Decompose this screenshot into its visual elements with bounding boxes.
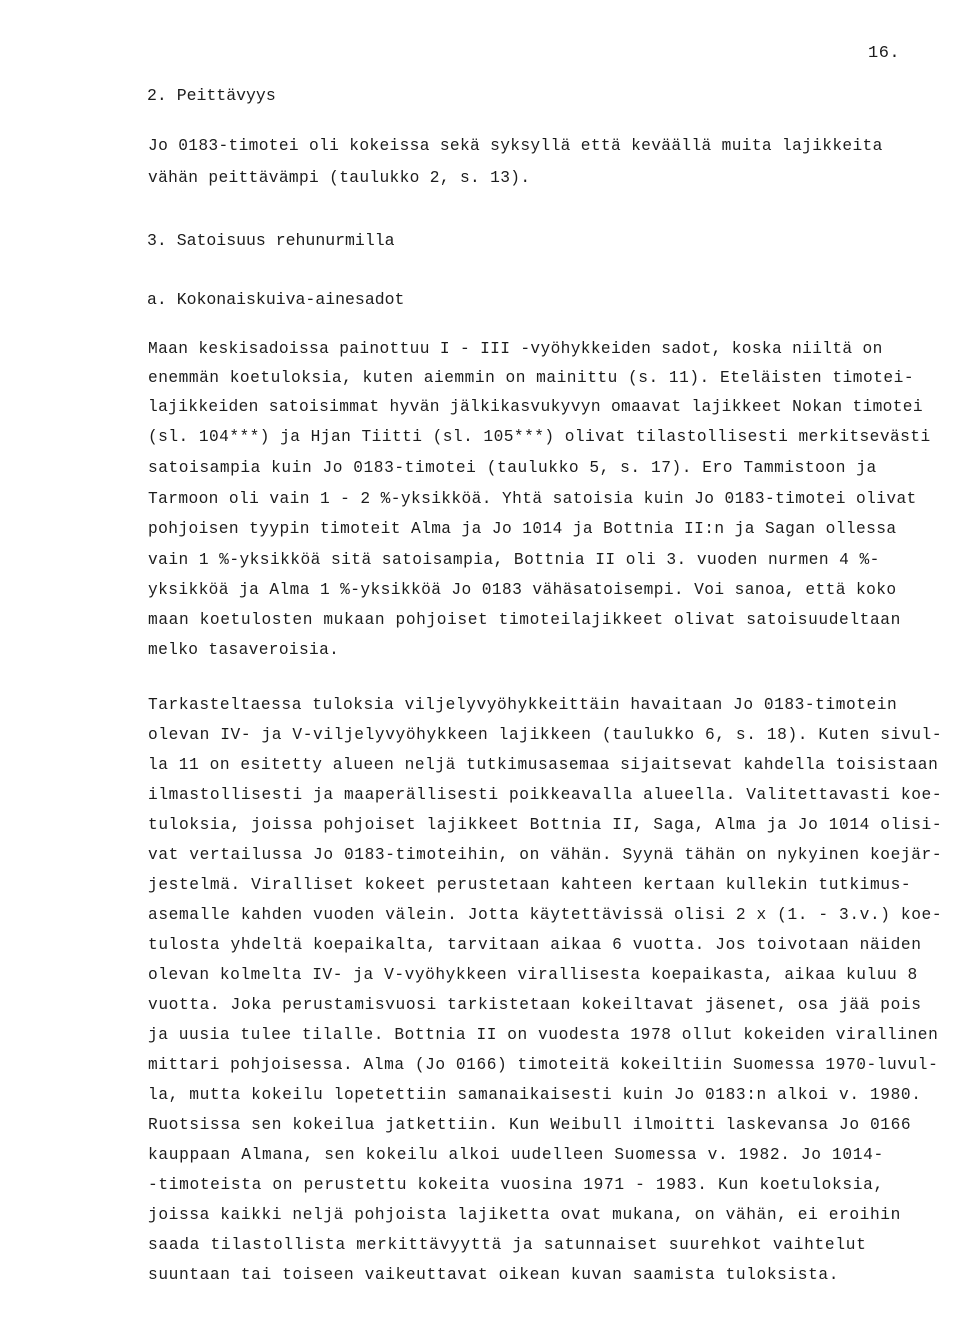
text-line: Ruotsissa sen kokeilua jatkettiin. Kun Weibull ilmoitti laskevansa Jo 0166 <box>148 1116 912 1134</box>
text-line: (sl. 104***) ja Hjan Tiitti (sl. 105***) olivat tilastollisesti merkitsevästi <box>148 428 931 446</box>
text-line: tuloksia, joissa pohjoiset lajikkeet Bottnia II, Saga, Alma ja Jo 1014 olisi- <box>148 816 943 834</box>
text-line: mittari pohjoisessa. Alma (Jo 0166) timoteitä kokeiltiin Suomessa 1970-luvul- <box>148 1056 939 1074</box>
text-line: tulosta yhdeltä koepaikalta, tarvitaan aikaa 6 vuotta. Jos toivotaan näiden <box>148 936 922 954</box>
text-line: olevan kolmelta IV- ja V-vyöhykkeen virallisesta koepaikasta, aikaa kuluu 8 <box>148 966 918 984</box>
text-line: -timoteista on perustettu kokeita vuosina 1971 - 1983. Kun koetuloksia, <box>148 1176 884 1194</box>
text-line: la 11 on esitetty alueen neljä tutkimusasemaa sijaitsevat kahdella toisistaan <box>148 756 939 774</box>
text-line: jestelmä. Viralliset kokeet perustetaan kahteen kertaan kullekin tutkimus- <box>148 876 912 894</box>
text-line: joissa kaikki neljä pohjoista lajiketta ovat mukana, on vähän, ei eroihin <box>148 1206 901 1224</box>
text-line: asemalle kahden vuoden välein. Jotta käytettävissä olisi 2 x (1. - 3.v.) koe- <box>148 906 943 924</box>
text-line: ilmastollisesti ja maaperällisesti poikkeavalla alueella. Valitettavasti koe- <box>148 786 943 804</box>
section-3a-subheading: a. Kokonaiskuiva-ainesadot <box>147 290 405 309</box>
page-number: 16. <box>868 44 901 63</box>
text-line: vähän peittävämpi (taulukko 2, s. 13). <box>148 169 531 187</box>
text-line: enemmän koetuloksia, kuten aiemmin on mainittu (s. 11). Eteläisten timotei- <box>148 369 915 387</box>
text-line: maan koetulosten mukaan pohjoiset timoteilajikkeet olivat satoisuudeltaan <box>148 611 901 629</box>
text-line: saada tilastollista merkittävyyttä ja satunnaiset suurehkot vaihtelut <box>148 1236 867 1254</box>
text-line: vat vertailussa Jo 0183-timoteihin, on vähän. Syynä tähän on nykyinen koejär- <box>148 846 943 864</box>
text-line: yksikköä ja Alma 1 %-yksikköä Jo 0183 vähäsatoisempi. Voi sanoa, että koko <box>148 581 897 599</box>
text-line: ja uusia tulee tilalle. Bottnia II on vuodesta 1978 ollut kokeiden virallinen <box>148 1026 939 1044</box>
text-line: satoisampia kuin Jo 0183-timotei (taulukko 5, s. 17). Ero Tammistoon ja <box>148 459 877 477</box>
text-line: Tarmoon oli vain 1 - 2 %-yksikköä. Yhtä satoisia kuin Jo 0183-timotei olivat <box>148 490 917 508</box>
text-line: vuotta. Joka perustamisvuosi tarkistetaan kokeiltavat jäsenet, osa jää pois <box>148 996 922 1014</box>
text-line: suuntaan tai toiseen vaikeuttavat oikean kuvan saamista tuloksista. <box>148 1266 840 1284</box>
text-line: Jo 0183-timotei oli kokeissa sekä syksyllä että keväällä muita lajikkeita <box>148 137 883 155</box>
section-2-heading: 2. Peittävyys <box>147 86 276 105</box>
text-line: la, mutta kokeilu lopetettiin samanaikaisesti kuin Jo 0183:n alkoi v. 1980. <box>148 1086 922 1104</box>
text-line: olevan IV- ja V-viljelyvyöhykkeen lajikkeen (taulukko 6, s. 18). Kuten sivul- <box>148 726 943 744</box>
text-line: Tarkasteltaessa tuloksia viljelyvyöhykkeittäin havaitaan Jo 0183-timotein <box>148 696 898 714</box>
text-line: kauppaan Almana, sen kokeilu alkoi uudelleen Suomessa v. 1982. Jo 1014- <box>148 1146 884 1164</box>
text-line: vain 1 %-yksikköä sitä satoisampia, Bottnia II oli 3. vuoden nurmen 4 %- <box>148 551 880 569</box>
text-line: lajikkeiden satoisimmat hyvän jälkikasvukyvyn omaavat lajikkeet Nokan timotei <box>148 398 923 416</box>
text-line: pohjoisen tyypin timoteit Alma ja Jo 1014 ja Bottnia II:n ja Sagan ollessa <box>148 520 897 538</box>
text-line: melko tasaveroisia. <box>148 641 340 659</box>
text-line: Maan keskisadoissa painottuu I - III -vyöhykkeiden sadot, koska niiltä on <box>148 340 883 358</box>
section-3-heading: 3. Satoisuus rehunurmilla <box>147 231 395 250</box>
